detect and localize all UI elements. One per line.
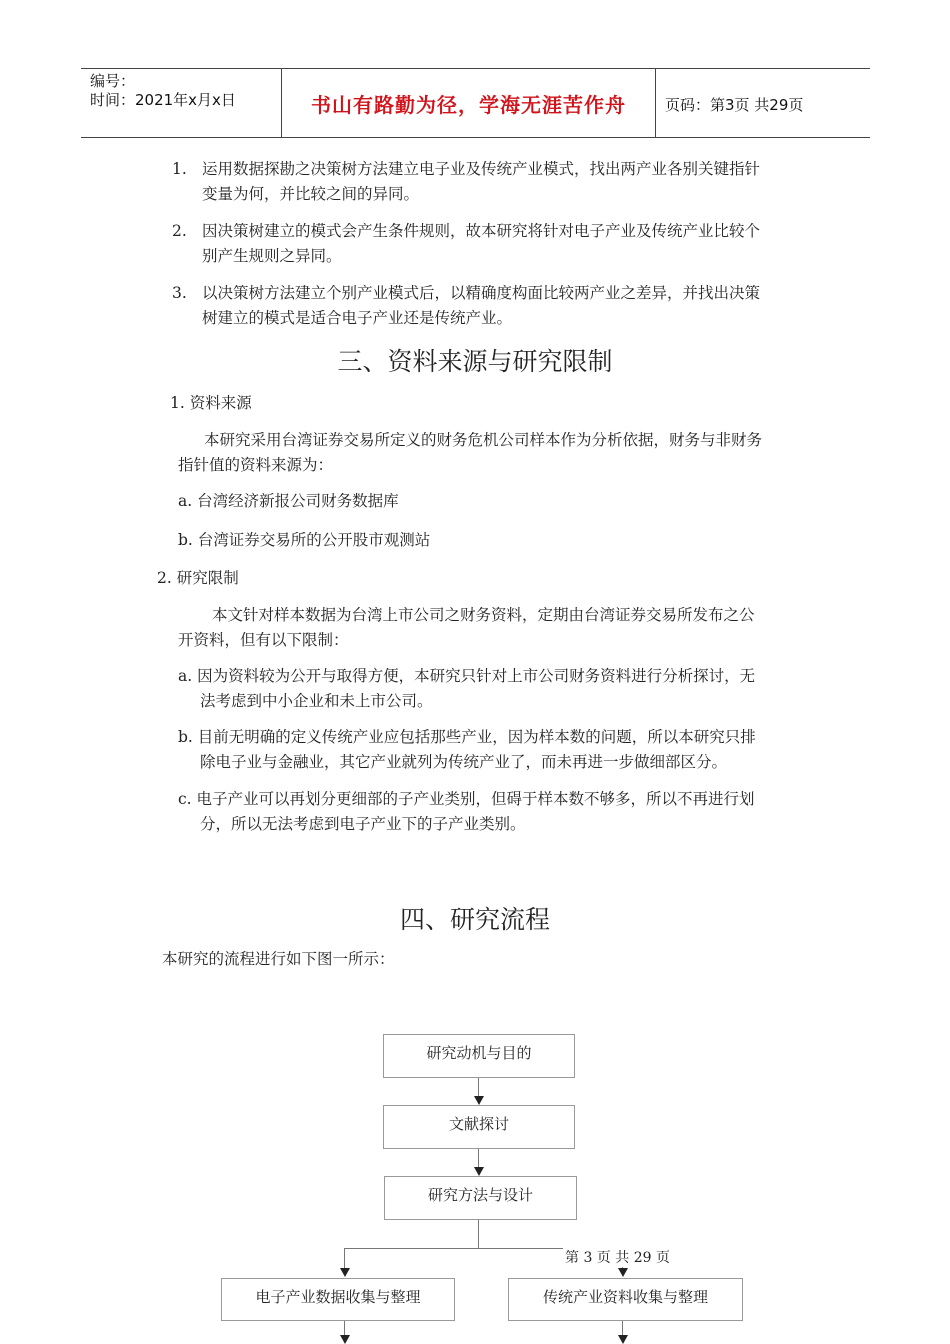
flow-arrow-right-out — [618, 1335, 628, 1344]
section3-sub1: 1. 资料来源 — [170, 394, 252, 412]
limit-b-line1: b. 目前无明确的定义传统产业应包括那些产业，因为样本数的问题，所以本研究只排 — [178, 728, 756, 746]
objective-1-line1: 运用数据探勘之决策树方法建立电子业及传统产业模式，找出两产业各别关键指针 — [202, 160, 761, 178]
objective-3-line2: 树建立的模式是适合电子产业还是传统产业。 — [202, 309, 513, 327]
section3-para1-line2: 指针值的资料来源为： — [178, 456, 334, 474]
section3-para2-line1: 本文针对样本数据为台湾上市公司之财务资料，定期由台湾证券交易所发布之公 — [212, 606, 755, 624]
data-source-b: b. 台湾证券交易所的公开股市观测站 — [178, 531, 431, 549]
header-motto: 书山有路勤为径，学海无涯苦作舟 — [311, 93, 626, 117]
section3-sub2: 2. 研究限制 — [157, 569, 239, 587]
header-meta — [90, 72, 236, 110]
section3-para2-line2: 开资料，但有以下限制： — [178, 631, 349, 649]
section4-heading: 四、研究流程 — [399, 905, 550, 934]
flow-step-method: 研究方法与设计 — [384, 1176, 577, 1220]
limit-c-line1: c. 电子产业可以再划分更细部的子产业类别，但碍于样本数不够多，所以不再进行划 — [178, 790, 755, 808]
flow-connector-3 — [478, 1220, 479, 1248]
flow-connector-right-out — [622, 1321, 623, 1335]
flow-connector-left-out — [344, 1321, 345, 1335]
flow-branch-left — [344, 1248, 345, 1268]
objective-1-number: 1. — [172, 160, 187, 178]
flow-connector-2 — [478, 1149, 479, 1167]
objective-3-number: 3. — [172, 284, 187, 302]
objective-3-line1: 以决策树方法建立个别产业模式后，以精确度构面比较两产业之差异，并找出决策 — [202, 284, 761, 302]
flow-arrow-1 — [474, 1096, 484, 1105]
objective-2-number: 2. — [172, 222, 187, 240]
doc-time-label: 时间：2021年x月x日 — [90, 91, 236, 109]
doc-number-label: 编号： — [90, 72, 136, 90]
objective-2-line2: 别产生规则之异同。 — [202, 247, 342, 265]
flow-arrow-left-out — [340, 1335, 350, 1344]
flow-arrow-2 — [474, 1167, 484, 1176]
limit-b-line2: 除电子业与金融业，其它产业就列为传统产业了，而未再进一步做细部区分。 — [200, 753, 728, 771]
section3-heading: 三、资料来源与研究限制 — [337, 347, 613, 376]
flow-connector-1 — [478, 1078, 479, 1096]
objective-2-line1: 因决策树建立的模式会产生条件规则，故本研究将针对电子产业及传统产业比较个 — [202, 222, 761, 240]
limit-c-line2: 分，所以无法考虑到电子产业下的子产业类别。 — [200, 815, 526, 833]
header-page-info: 页码：第3页 共29页 — [665, 96, 804, 114]
flow-step-literature: 文献探讨 — [383, 1105, 575, 1149]
flow-step-electronics: 电子产业数据收集与整理 — [221, 1278, 455, 1321]
section4-intro: 本研究的流程进行如下图一所示： — [162, 950, 395, 968]
objective-1-line2: 变量为何，并比较之间的异同。 — [202, 185, 420, 203]
footer-page-number: 第 3 页 共 29 页 — [563, 1247, 672, 1267]
limit-a-line1: a. 因为资料较为公开与取得方便，本研究只针对上市公司财务资料进行分析探讨，无 — [178, 667, 756, 685]
header-divider-right — [655, 69, 656, 137]
data-source-a: a. 台湾经济新报公司财务数据库 — [178, 492, 399, 510]
header-divider-left — [281, 69, 282, 137]
section3-para1-line1: 本研究采用台湾证券交易所定义的财务危机公司样本作为分析依据，财务与非财务 — [204, 431, 763, 449]
page-header — [81, 68, 870, 138]
flow-step-motivation: 研究动机与目的 — [383, 1034, 575, 1078]
flow-step-traditional: 传统产业资料收集与整理 — [508, 1278, 743, 1321]
flow-arrow-left — [340, 1268, 350, 1277]
limit-a-line2: 法考虑到中小企业和未上市公司。 — [200, 692, 433, 710]
flow-arrow-right — [618, 1268, 628, 1277]
